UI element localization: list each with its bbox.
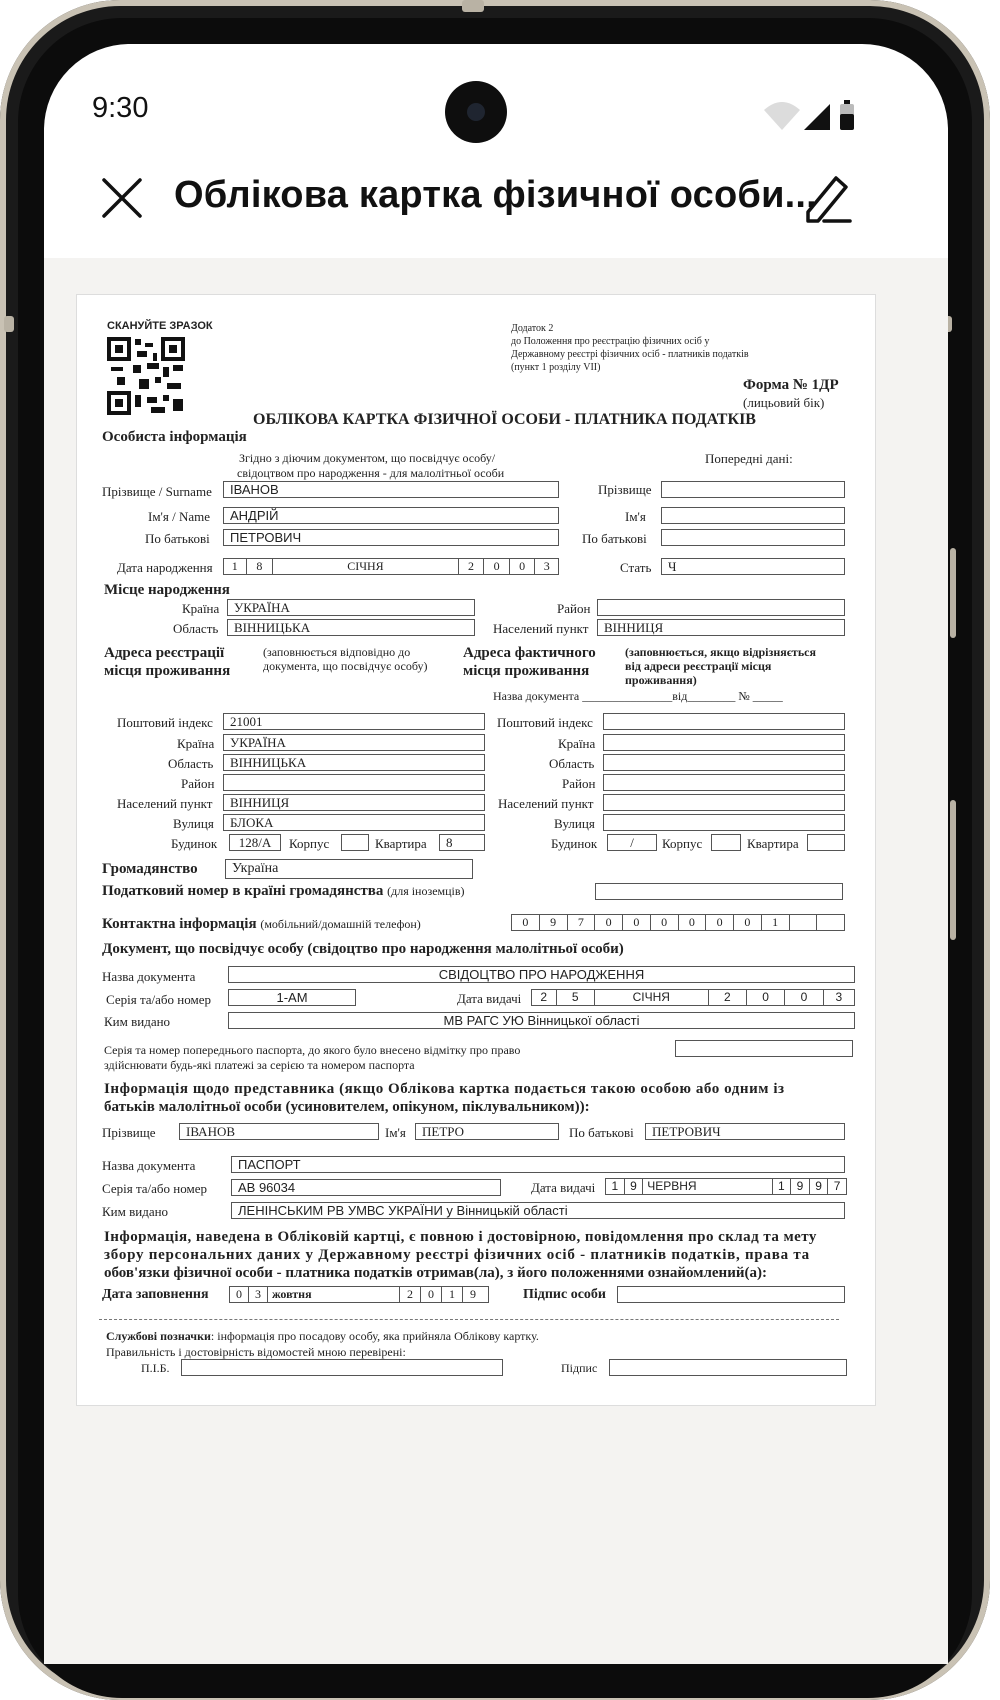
reg-address-note: (заповнюється відповідно до (263, 645, 411, 659)
id-doc-series-label: Серія та/або номер (106, 992, 212, 1007)
phone-digit: 0 (512, 915, 540, 930)
top-antenna (462, 0, 484, 12)
prev-patronymic-label: По батькові (582, 531, 647, 546)
consent-text: збору персональних даних у Державному реєстрі фізичних осіб - платників податків, права та (104, 1247, 810, 1263)
fact-district-field[interactable] (603, 774, 845, 791)
tax-foreign-title: Податковий номер в країні громадянства (102, 883, 384, 899)
country-label: Країна (177, 736, 215, 751)
dob-cell: 0 (484, 559, 510, 574)
rep-patronymic-field[interactable]: ПЕТРОВИЧ (645, 1123, 845, 1140)
dob-cell: 2 (459, 559, 485, 574)
service-note-text: : інформація про посадову особу, яка прийняла Облікову картку. (210, 1329, 539, 1343)
apt-label: Квартира (375, 836, 427, 851)
phone-digit (790, 915, 818, 930)
sign-label: Підпис особи (523, 1287, 606, 1302)
date-cell: 2 (709, 990, 747, 1005)
surname-label: Прізвище / Surname (102, 484, 212, 499)
fill-date-label: Дата заповнення (102, 1287, 209, 1302)
date-month: ЧЕРВНЯ (643, 1179, 772, 1194)
bp-district-label: Район (557, 601, 591, 616)
date-cell: 2 (400, 1287, 421, 1302)
status-time: 9:30 (92, 92, 149, 124)
form-title: ОБЛІКОВА КАРТКА ФІЗИЧНОЇ ОСОБИ - ПЛАТНИКА ПОДАТКІВ (253, 411, 756, 428)
name-field[interactable]: АНДРІЙ (223, 507, 559, 524)
fact-building-label: Будинок (551, 836, 598, 851)
official-name-label: П.І.Б. (141, 1361, 170, 1375)
date-cell: 0 (230, 1287, 249, 1302)
fact-postal-label: Поштовий індекс (497, 715, 593, 730)
date-cell: 9 (470, 1287, 476, 1301)
district-field[interactable] (223, 774, 485, 791)
rep-doc-field[interactable]: ПАСПОРТ (231, 1156, 845, 1173)
rep-surname-field[interactable]: ІВАНОВ (179, 1123, 379, 1140)
fact-apt-label: Квартира (747, 836, 799, 851)
fact-address-note: від адреси реєстрації місця (625, 659, 772, 673)
fact-postal-field[interactable] (603, 713, 845, 730)
date-cell: 2 (532, 990, 557, 1005)
phone-digit: 9 (540, 915, 568, 930)
region-label: Область (168, 756, 214, 771)
street-label: Вулиця (173, 816, 214, 831)
rep-issuer-label: Ким видано (102, 1204, 169, 1219)
bp-locality-field[interactable]: ВІННИЦЯ (597, 619, 845, 636)
date-cell: 9 (791, 1179, 810, 1194)
battery-icon (840, 100, 854, 130)
app-header (44, 154, 948, 258)
pencil-icon (804, 172, 854, 226)
date-cell: 1 (773, 1179, 792, 1194)
bp-country-field[interactable]: УКРАЇНА (227, 599, 475, 616)
official-name-field[interactable] (181, 1359, 503, 1376)
phone-field[interactable] (511, 914, 845, 931)
phone-digit: 0 (623, 915, 651, 930)
prev-passport-field[interactable] (675, 1040, 853, 1057)
dob-cell: 8 (247, 559, 274, 574)
bp-region-field[interactable]: ВІННИЦЬКА (227, 619, 475, 636)
annex-line: до Положення про реєстрацію фізичних осіб у (511, 336, 710, 347)
section-birthplace: Місце народження (104, 582, 230, 598)
phone-digit: 0 (734, 915, 762, 930)
fact-doc-name-line: Назва документа _______________від________ № _____ (493, 689, 783, 703)
front-camera (445, 81, 507, 143)
fact-street-label: Вулиця (554, 816, 595, 831)
phone-digit (817, 915, 844, 930)
fact-address-note: проживання) (625, 673, 697, 687)
dob-cell: 3 (543, 559, 550, 573)
fact-region-field[interactable] (603, 754, 845, 771)
divider (99, 1319, 839, 1320)
rep-surname-label: Прізвище (102, 1125, 156, 1140)
sex-field[interactable]: Ч (661, 558, 845, 575)
patronymic-label: По батькові (145, 531, 210, 546)
rep-issuer-field[interactable]: ЛЕНІНСЬКИМ РВ УМВС УКРАЇНИ у Вінницькій області (231, 1202, 845, 1219)
annex-line: Державному реєстрі фізичних осіб - платників податків (511, 349, 749, 360)
section-personal: Особиста інформація (102, 429, 247, 445)
date-cell: 1 (606, 1179, 625, 1194)
id-doc-issue-label: Дата видачі (457, 991, 522, 1006)
phone-digit: 0 (706, 915, 734, 930)
dob-field[interactable] (223, 558, 559, 575)
date-cell: 0 (747, 990, 785, 1005)
date-cell: 3 (835, 990, 843, 1004)
prev-name-field[interactable] (661, 507, 845, 524)
fact-address-note: (заповнюється, якщо відрізняється (625, 645, 816, 659)
close-icon (100, 176, 144, 220)
bp-district-field[interactable] (597, 599, 845, 616)
prev-passport-note: здійснювати будь-які платежі за серією та номером паспорта (104, 1058, 415, 1072)
consent-text: обов'язки фізичної особи - платника податків отримав(ла), з його положеннями ознайомлений(а): (104, 1265, 767, 1281)
phone-digit: 0 (651, 915, 679, 930)
annex-line: Додаток 2 (511, 323, 554, 334)
district-label: Район (181, 776, 215, 791)
power-button (950, 800, 956, 940)
form-number: Форма № 1ДР (743, 377, 839, 393)
date-cell: 1 (442, 1287, 463, 1302)
reg-address-heading: місця проживання (104, 663, 231, 679)
prev-patronymic-field[interactable] (661, 529, 845, 546)
personal-note: Згідно з діючим документом, що посвідчує особу/ (239, 451, 496, 465)
date-cell: 9 (810, 1179, 829, 1194)
fact-building-field[interactable]: / (607, 834, 657, 851)
annex-line: (пункт 1 розділу VII) (511, 362, 601, 373)
building-label: Будинок (171, 836, 218, 851)
contact-label (102, 916, 421, 933)
sign-field[interactable] (617, 1286, 845, 1303)
date-month: жовтня (268, 1287, 400, 1302)
date-cell: 0 (421, 1287, 442, 1302)
phone-digit: 7 (568, 915, 596, 930)
rep-patronymic-label: По батькові (569, 1125, 634, 1140)
locality-field[interactable]: ВІННИЦЯ (223, 794, 485, 811)
tax-foreign-label (102, 883, 465, 900)
fact-country-label: Країна (558, 736, 596, 751)
apt-field[interactable]: 8 (439, 834, 485, 851)
prev-surname-field[interactable] (661, 481, 845, 498)
id-doc-name-field[interactable]: СВІДОЦТВО ПРО НАРОДЖЕННЯ (228, 966, 855, 983)
fact-locality-field[interactable] (603, 794, 845, 811)
bp-locality-label: Населений пункт (493, 621, 589, 636)
wifi-icon (764, 102, 800, 130)
postal-field[interactable]: 21001 (223, 713, 485, 730)
prev-passport-note: Серія та номер попереднього паспорта, до якого було внесено відмітку про право (104, 1043, 521, 1057)
phone-digit: 0 (679, 915, 707, 930)
rep-doc-label: Назва документа (102, 1158, 196, 1173)
section-representative: Інформація щодо представника (якщо Облікова картка подається такою особою або одним із (104, 1081, 785, 1097)
dob-cell: 0 (510, 559, 536, 574)
dob-cell: 1 (224, 559, 247, 574)
patronymic-field[interactable]: ПЕТРОВИЧ (223, 529, 559, 546)
id-doc-issue-field[interactable] (531, 989, 855, 1006)
service-note-title: Службові позначки (106, 1329, 211, 1343)
prev-name-label: Ім'я (625, 509, 646, 524)
service-verify-note: Правильність і достовірність відомостей мною перевірені: (106, 1345, 406, 1359)
document-viewer[interactable] (44, 258, 948, 1664)
qr-label: СКАНУЙТЕ ЗРАЗОК (107, 320, 213, 332)
block-field[interactable] (341, 834, 369, 851)
date-cell: 5 (557, 990, 595, 1005)
locality-label: Населений пункт (117, 796, 213, 811)
page-title: Облікова картка фізичної особи... (174, 174, 817, 216)
form-side: (лицьовий бік) (743, 395, 825, 410)
id-doc-name-label: Назва документа (102, 969, 196, 984)
id-doc-issuer-label: Ким видано (104, 1014, 171, 1029)
date-cell: 3 (249, 1287, 268, 1302)
volume-button (950, 548, 956, 638)
citizenship-field[interactable]: Україна (225, 859, 473, 879)
fact-district-label: Район (562, 776, 596, 791)
building-field[interactable]: 128/А (229, 834, 281, 851)
section-representative: батьків малолітньої особи (усиновителем, опікуном, піклувальником)): (104, 1099, 590, 1115)
citizenship-label: Громадянство (102, 861, 198, 877)
signal-icon (804, 104, 830, 130)
bp-region-label: Область (173, 621, 219, 636)
rep-issue-field[interactable] (605, 1178, 847, 1195)
id-doc-issuer-field[interactable]: МВ РАГС УЮ Вінницької області (228, 1012, 855, 1029)
fact-block-field[interactable] (711, 834, 741, 851)
block-label: Корпус (289, 836, 330, 851)
reg-address-heading: Адреса реєстрації (104, 645, 225, 661)
fact-region-label: Область (549, 756, 595, 771)
service-note (106, 1329, 539, 1344)
phone-digit: 1 (762, 915, 790, 930)
document-page (76, 294, 876, 1406)
rep-series-field[interactable]: АВ 96034 (231, 1179, 501, 1196)
bp-country-label: Країна (182, 601, 220, 616)
screen (44, 44, 948, 1664)
rep-issue-label: Дата видачі (531, 1180, 596, 1195)
edit-button[interactable] (804, 172, 854, 226)
date-cell: 0 (785, 990, 823, 1005)
street-field[interactable]: БЛОКА (223, 814, 485, 831)
status-icons (764, 96, 874, 132)
official-sign-field[interactable] (609, 1359, 847, 1376)
fact-address-heading: місця проживання (463, 663, 590, 679)
fact-address-heading: Адреса фактичного (463, 645, 596, 661)
fact-country-field[interactable] (603, 734, 845, 751)
phone-digit: 0 (595, 915, 623, 930)
fact-street-field[interactable] (603, 814, 845, 831)
dob-label: Дата народження (117, 560, 213, 575)
contact-note: (мобільний/домашній телефон) (260, 917, 421, 931)
date-month: СІЧНЯ (595, 990, 709, 1005)
fact-block-label: Корпус (662, 836, 703, 851)
tax-foreign-note: (для іноземців) (387, 884, 465, 898)
section-id-doc: Документ, що посвідчує особу (свідоцтво про народження малолітньої особи) (102, 941, 624, 957)
close-button[interactable] (100, 176, 144, 220)
tax-foreign-field[interactable] (595, 883, 843, 900)
side-button (4, 316, 14, 332)
prev-surname-label: Прізвище (598, 482, 652, 497)
postal-label: Поштовий індекс (117, 715, 213, 730)
id-doc-series-field[interactable]: 1-АМ (228, 989, 356, 1006)
qr-code (107, 337, 185, 415)
fact-locality-label: Населений пункт (498, 796, 594, 811)
date-cell: 9 (625, 1179, 644, 1194)
personal-note: свідоцтвом про народження - для малолітньої особи (237, 466, 505, 480)
fact-apt-field[interactable] (807, 834, 845, 851)
region-field[interactable]: ВІННИЦЬКА (223, 754, 485, 771)
name-label: Ім'я / Name (148, 509, 211, 524)
contact-title: Контактна інформація (102, 916, 257, 932)
date-cell: 7 (833, 1179, 841, 1193)
official-sign-label: Підпис (561, 1361, 598, 1375)
consent-text: Інформація, наведена в Обліковій картці, є повною і достовірною, повідомлення про склад та мету (104, 1229, 817, 1245)
sex-label: Стать (620, 560, 652, 575)
prev-data-label: Попередні дані: (705, 451, 793, 466)
rep-series-label: Серія та/або номер (102, 1181, 208, 1196)
surname-field[interactable]: ІВАНОВ (223, 481, 559, 498)
rep-name-field[interactable]: ПЕТРО (415, 1123, 559, 1140)
dob-month: СІЧНЯ (273, 559, 459, 574)
reg-address-note: документа, що посвідчує особу) (263, 659, 428, 673)
rep-name-label: Ім'я (385, 1125, 406, 1140)
country-field[interactable]: УКРАЇНА (223, 734, 485, 751)
fill-date-field[interactable] (229, 1286, 489, 1303)
